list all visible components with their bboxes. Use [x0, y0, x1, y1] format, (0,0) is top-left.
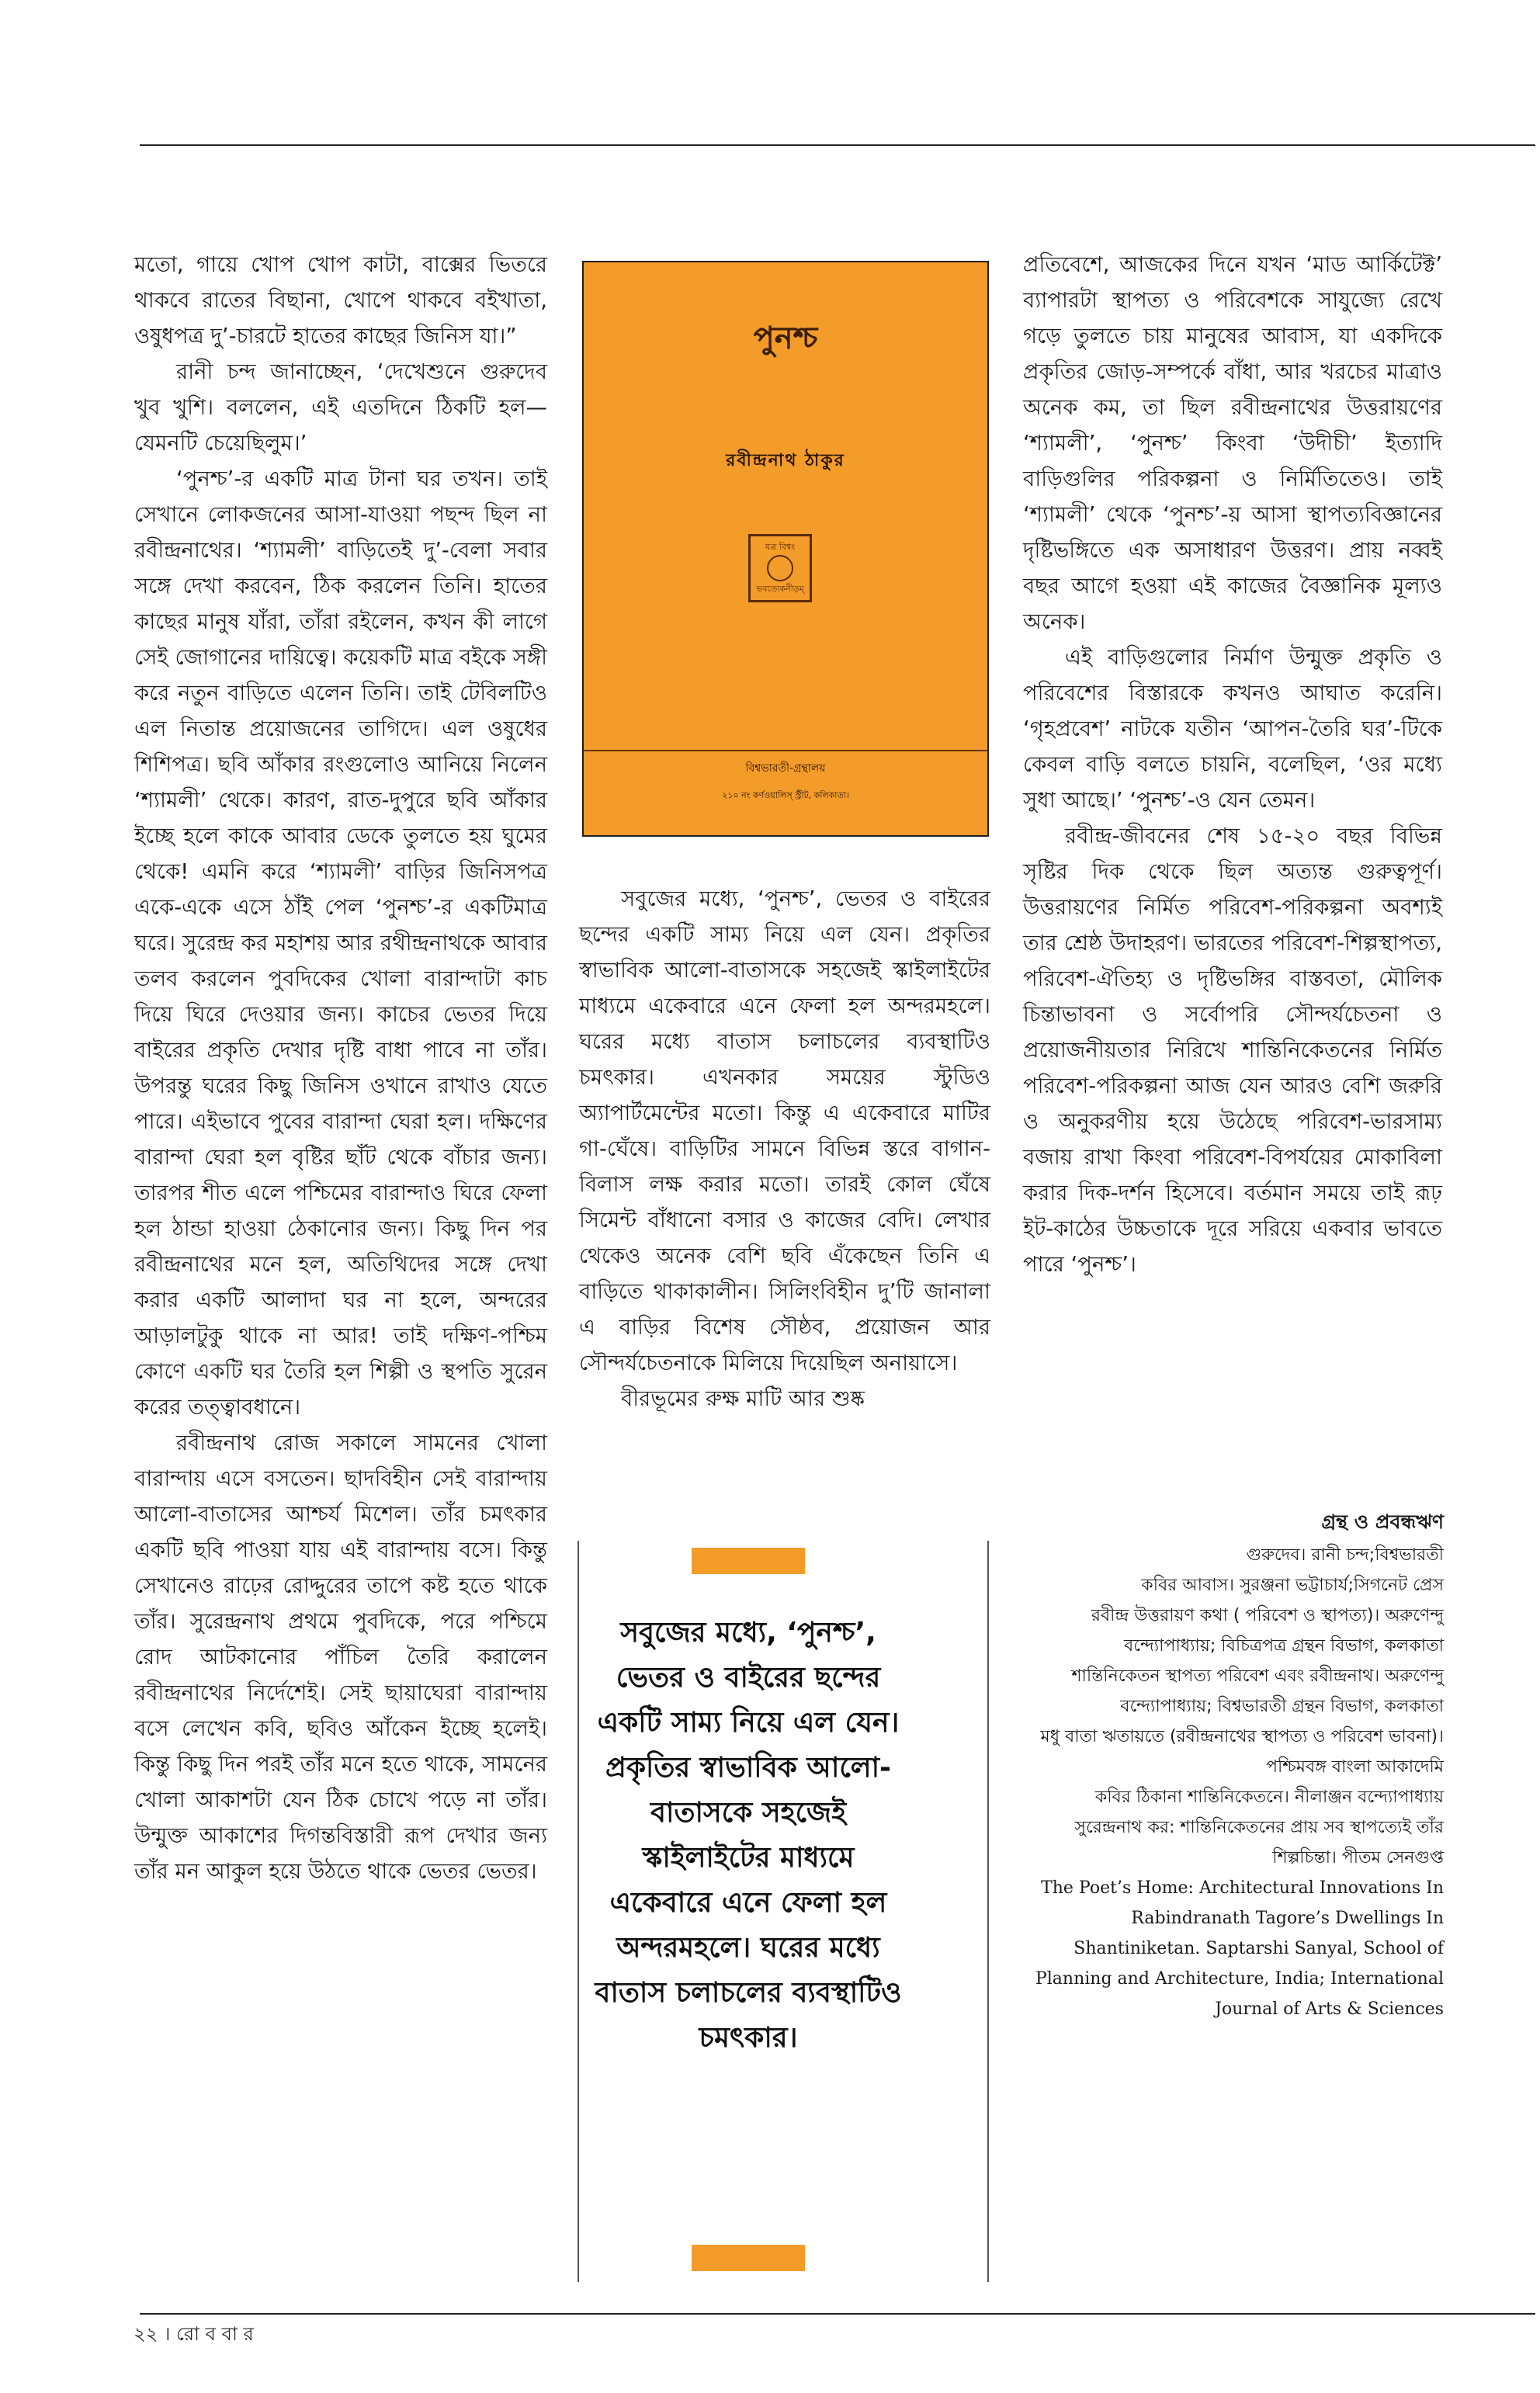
page-number: ২২ [134, 2323, 158, 2345]
pull-quote-right-rule [987, 1541, 989, 2282]
pull-quote-bottom-bar [692, 2245, 805, 2271]
visva-bharati-emblem-icon [748, 534, 812, 602]
book-cover-author: রবীন্দ্রনাথ ঠাকুর [726, 451, 845, 470]
references-title: গ্রন্থ ও প্রবন্ধঋণ [1321, 1510, 1444, 1533]
emblem-text-bottom: ভবত্যেকনীড়ম্ [756, 584, 804, 594]
reference-item-english: The Poet’s Home: Architectural Innovations In Rabindranath Tagore’s Dwellings In Shantiniketan. Saptarshi Sanyal, School of Planning and Architecture, India; International Journal of Arts & Sciences [1035, 1878, 1444, 2019]
emblem-ring [767, 555, 793, 581]
book-cover-address: ২১০ নং কর্ণওয়ালিস্ স্ট্রীট, কলিকাতা। [722, 790, 849, 800]
paragraph: এই বাড়িগুলোর নির্মাণ উন্মুক্ত প্রকৃতি ও পরিবেশের বিস্তারকে কখনও আঘাত করেনি। ‘গৃহপ্রবেশ’ নাটকে যতীন ‘আপন-তৈরি ঘর’-টিকে কেবল বাড়ি বলতে চায়নি, বলেছিল, ‘ওর মধ্যে সুধা আছে।’ ‘পুনশ্চ’-ও যেন তেমন। [1023, 645, 1442, 813]
references [1023, 1507, 1444, 2024]
reference-item: কবির আবাস। সুরঞ্জনা ভট্টাচার্য;সিগনেট প্রেস [1141, 1576, 1444, 1595]
top-rule [140, 144, 1535, 146]
book-cover-image [582, 261, 989, 837]
magazine-name: রো ব বা র [176, 2323, 254, 2345]
article-column-1 [134, 247, 547, 1889]
paragraph: মতো, গায়ে খোপ খোপ কাটা, বাক্সের ভিতরে থাকবে রাতের বিছানা, খোপে থাকবে বইখাতা, ওষুধপত্র দু’-চারটে হাতের কাছের জিনিস যা।” [134, 252, 547, 349]
pull-quote-left-rule [578, 1541, 579, 2282]
emblem-text-top: যত্র বিশ্বং [765, 542, 796, 552]
article-column-3 [1023, 247, 1442, 1282]
paragraph: প্রতিবেশে, আজকের দিনে যখন ‘মাড আর্কিটেক্ট’ ব্যাপারটা স্থাপত্য ও পরিবেশকে সাযুজ্যে রেখে গড়ে তুলতে চায় মানুষের আবাস, যা একদিকে প্রকৃতির জোড়-সম্পর্কে বাঁধা, আর খরচের মাত্রাও অনেক কম, তা ছিল রবীন্দ্রনাথের উত্তরায়ণের ‘শ্যামলী’, ‘পুনশ্চ’ কিংবা ‘উদীচী’ ইত্যাদি বাড়িগুলির পরিকল্পনা ও নির্মিতিতেও। তাই ‘শ্যামলী’ থেকে ‘পুনশ্চ’-য় আসা স্থাপত্যবিজ্ঞানের দৃষ্টিভঙ্গিতে এক অসাধারণ উত্তরণ। প্রায় নব্বই বছর আগে হওয়া এই কাজের বৈজ্ঞানিক মূল্যও অনেক। [1023, 252, 1442, 634]
paragraph: রবীন্দ্র-জীবনের শেষ ১৫-২০ বছর বিভিন্ন সৃষ্টির দিক থেকে ছিল অত্যন্ত গুরুত্বপূর্ণ। উত্তরায়ণের নির্মিত পরিবেশ-পরিকল্পনা অবশ্যই তার শ্রেষ্ঠ উদাহরণ। ভারতের পরিবেশ-শিল্পস্থাপত্য, পরিবেশ-ঐতিহ্য ও দৃষ্টিভঙ্গির বাস্তবতা, মৌলিক চিন্তাভাবনা ও সর্বোপরি সৌন্দর্যচেতনা ও প্রয়োজনীয়তার নিরিখে শান্তিনিকেতনের নির্মিত পরিবেশ-পরিকল্পনা আজ যেন আরও বেশি জরুরি ও অনুকরণীয় হয়ে উঠেছে পরিবেশ-ভারসাম্য বজায় রাখা কিংবা পরিবেশ-বিপর্যয়ের মোকাবিলা করার দিক-দর্শন হিসেবে। বর্তমান সময়ে তাই রূঢ় ইট-কাঠের উচ্চতাকে দূরে সরিয়ে একবার ভাবতে পারে ‘পুনশ্চ’। [1023, 824, 1442, 1277]
pull-quote-top-bar [692, 1548, 805, 1574]
book-cover-divider [584, 750, 987, 751]
pull-quote: সবুজের মধ্যে, ‘পুনশ্চ’, ভেতর ও বাইরের ছন্দের একটি সাম্য নিয়ে এল যেন। প্রকৃতির স্বাভাবিক আলো-বাতাসকে সহজেই স্কাইলাইটের মাধ্যমে একেবারে এনে ফেলা হল অন্দরমহলে। ঘরের মধ্যে বাতাস চলাচলের ব্যবস্থাটিও চমৎকার। [595, 1617, 902, 2054]
paragraph: ‘পুনশ্চ’-র একটি মাত্র টানা ঘর তখন। তাই সেখানে লোকজনের আসা-যাওয়া পছন্দ ছিল না রবীন্দ্রনাথের। ‘শ্যামলী’ বাড়িতেই দু’-বেলা সবার সঙ্গে দেখা করবেন, ঠিক করলেন তিনি। হাতের কাছের মানুষ যাঁরা, তাঁরা রইলেন, কখন কী লাগে সেই জোগানের দায়িত্বে। কয়েকটি মাত্র বইকে সঙ্গী করে নতুন বাড়িতে এলেন তিনি। তাই টেবিলটিও এল নিতান্ত প্রয়োজনের তাগিদে। এল ওষুধের শিশিপত্র। ছবি আঁকার রংগুলোও আনিয়ে নিলেন ‘শ্যামলী’ থেকে। কারণ, রাত-দুপুরে ছবি আঁকার ইচ্ছে হলে কাকে আবার ডেকে তুলতে হয় ঘুমের থেকে! এমনি করে ‘শ্যামলী’ বাড়ির জিনিসপত্র একে-একে এসে ঠাঁই পেল ‘পুনশ্চ’-র একটিমাত্র ঘরে। সুরেন্দ্র কর মহাশয় আর রথীন্দ্রনাথকে আবার তলব করলেন পুবদিকের খোলা বারান্দাটা কাচ দিয়ে ঘিরে দেওয়ার জন্য। কাচের ভেতর দিয়ে বাইরের প্রকৃতি দেখার দৃষ্টি বাধা পাবে না তাঁর। উপরন্তু ঘরের কিছু জিনিস ওখানে রাখাও যেতে পারে। এইভাবে পুবের বারান্দা ঘেরা হল। দক্ষিণের বারান্দা ঘেরা হল বৃষ্টির ছাঁট থেকে বাঁচার জন্য। তারপর শীত এলে পশ্চিমের বারান্দাও ঘিরে ফেলা হল ঠান্ডা হাওয়া ঠেকানোর জন্য। কিছু দিন পর রবীন্দ্রনাথের মনে হল, অতিথিদের সঙ্গে দেখা করার একটি আলাদা ঘর না হলে, অন্দরের আড়ালটুকু থাকে না আর! তাই দক্ষিণ-পশ্চিম কোণে একটি ঘর তৈরি হল শিল্পী ও স্থপতি সুরেন করের তত্ত্বাবধানে। [134, 466, 547, 1420]
reference-item: শান্তিনিকেতন স্থাপত্য পরিবেশ এবং রবীন্দ্রনাথ। অরুণেন্দু বন্দ্যোপাধ্যায়; বিশ্বভারতী গ্রন্থন বিভাগ, কলকাতা [1071, 1666, 1444, 1716]
paragraph: সবুজের মধ্যে, ‘পুনশ্চ’, ভেতর ও বাইরের ছন্দের একটি সাম্য নিয়ে এল যেন। প্রকৃতির স্বাভাবিক আলো-বাতাসকে সহজেই স্কাইলাইটের মাধ্যমে একেবারে এনে ফেলা হল অন্দরমহলে। ঘরের মধ্যে বাতাস চলাচলের ব্যবস্থাটিও চমৎকার। এখনকার সময়ের স্টুডিও অ্যাপার্টমেন্টের মতো। কিন্তু এ একেবারে মাটির গা-ঘেঁষে। বাড়িটির সামনে বিভিন্ন স্তরে বাগান-বিলাস লক্ষ করার মতো। তারই কোল ঘেঁষে সিমেন্ট বাঁধানো বসার ও কাজের বেদি। লেখার থেকেও অনেক বেশি ছবি এঁকেছেন তিনি এ বাড়িতে থাকাকালীন। সিলিংবিহীন দু’টি জানালা এ বাড়ির বিশেষ সৌষ্ঠব, প্রয়োজন আর সৌন্দর্যচেতনাকে মিলিয়ে দিয়েছিল অনায়াসে। [579, 886, 990, 1375]
reference-item: কবির ঠিকানা শান্তিনিকেতনে। নীলাঞ্জন বন্দ্যোপাধ্যায় [1094, 1788, 1444, 1807]
book-cover-title: পুনশ্চ [753, 321, 818, 356]
reference-item: সুরেন্দ্রনাথ কর: শান্তিনিকেতনের প্রায় সব স্থাপত্যেই তাঁর শিল্পচিন্তা। পীতম সেনগুপ্ত [1074, 1818, 1444, 1868]
article-column-2 [579, 881, 990, 1417]
bottom-rule [140, 2313, 1535, 2315]
reference-item: মধু বাতা ঋতায়তে (রবীন্দ্রনাথের স্থাপত্য ও পরিবেশ ভাবনা)। পশ্চিমবঙ্গ বাংলা আকাদেমি [1040, 1727, 1444, 1777]
page-footer [134, 2321, 254, 2347]
paragraph: বীরভূমের রুক্ষ মাটি আর শুষ্ক [621, 1386, 865, 1411]
reference-item: রবীন্দ্র উত্তরায়ণ কথা ( পরিবেশ ও স্থাপত্য)। অরুণেন্দু বন্দ্যোপাধ্যায়; বিচিত্রপত্র গ্রন্থন বিভাগ, কলকাতা [1091, 1606, 1444, 1656]
reference-item: গুরুদেব। রানী চন্দ;বিশ্বভারতী [1246, 1545, 1444, 1565]
paragraph: রবীন্দ্রনাথ রোজ সকালে সামনের খোলা বারান্দায় এসে বসতেন। ছাদবিহীন সেই বারান্দায় আলো-বাতাসের আশ্চর্য মিশেল। তাঁর চমৎকার একটি ছবি পাওয়া যায় এই বারান্দায় বসে। কিন্তু সেখানেও রাঢ়ের রোদ্দুরের তাপে কষ্ট হতে থাকে তাঁর। সুরেন্দ্রনাথ প্রথমে পুবদিকে, পরে পশ্চিমে রোদ আটকানোর পাঁচিল তৈরি করালেন রবীন্দ্রনাথের নির্দেশেই। সেই ছায়াঘেরা বারান্দায় বসে লেখেন কবি, ছবিও আঁকেন ইচ্ছে হলেই। কিন্তু কিছু দিন পরই তাঁর মনে হতে থাকে, সামনের খোলা আকাশটা যেন ঠিক চোখে পড়ে না তাঁর। উন্মুক্ত আকাশের দিগন্তবিস্তারী রূপ দেখার জন্য তাঁর মন আকুল হয়ে উঠতে থাকে ভেতর ভেতর। [134, 1431, 547, 1884]
paragraph: রানী চন্দ জানাচ্ছেন, ‘দেখেশুনে গুরুদেব খুব খুশি। বললেন, এই এতদিনে ঠিকটি হল— যেমনটি চেয়েছিলুম।’ [134, 359, 547, 456]
footer-separator: । [163, 2323, 171, 2345]
book-cover-publisher: বিশ্বভারতী-গ্রন্থালয় [745, 762, 826, 775]
